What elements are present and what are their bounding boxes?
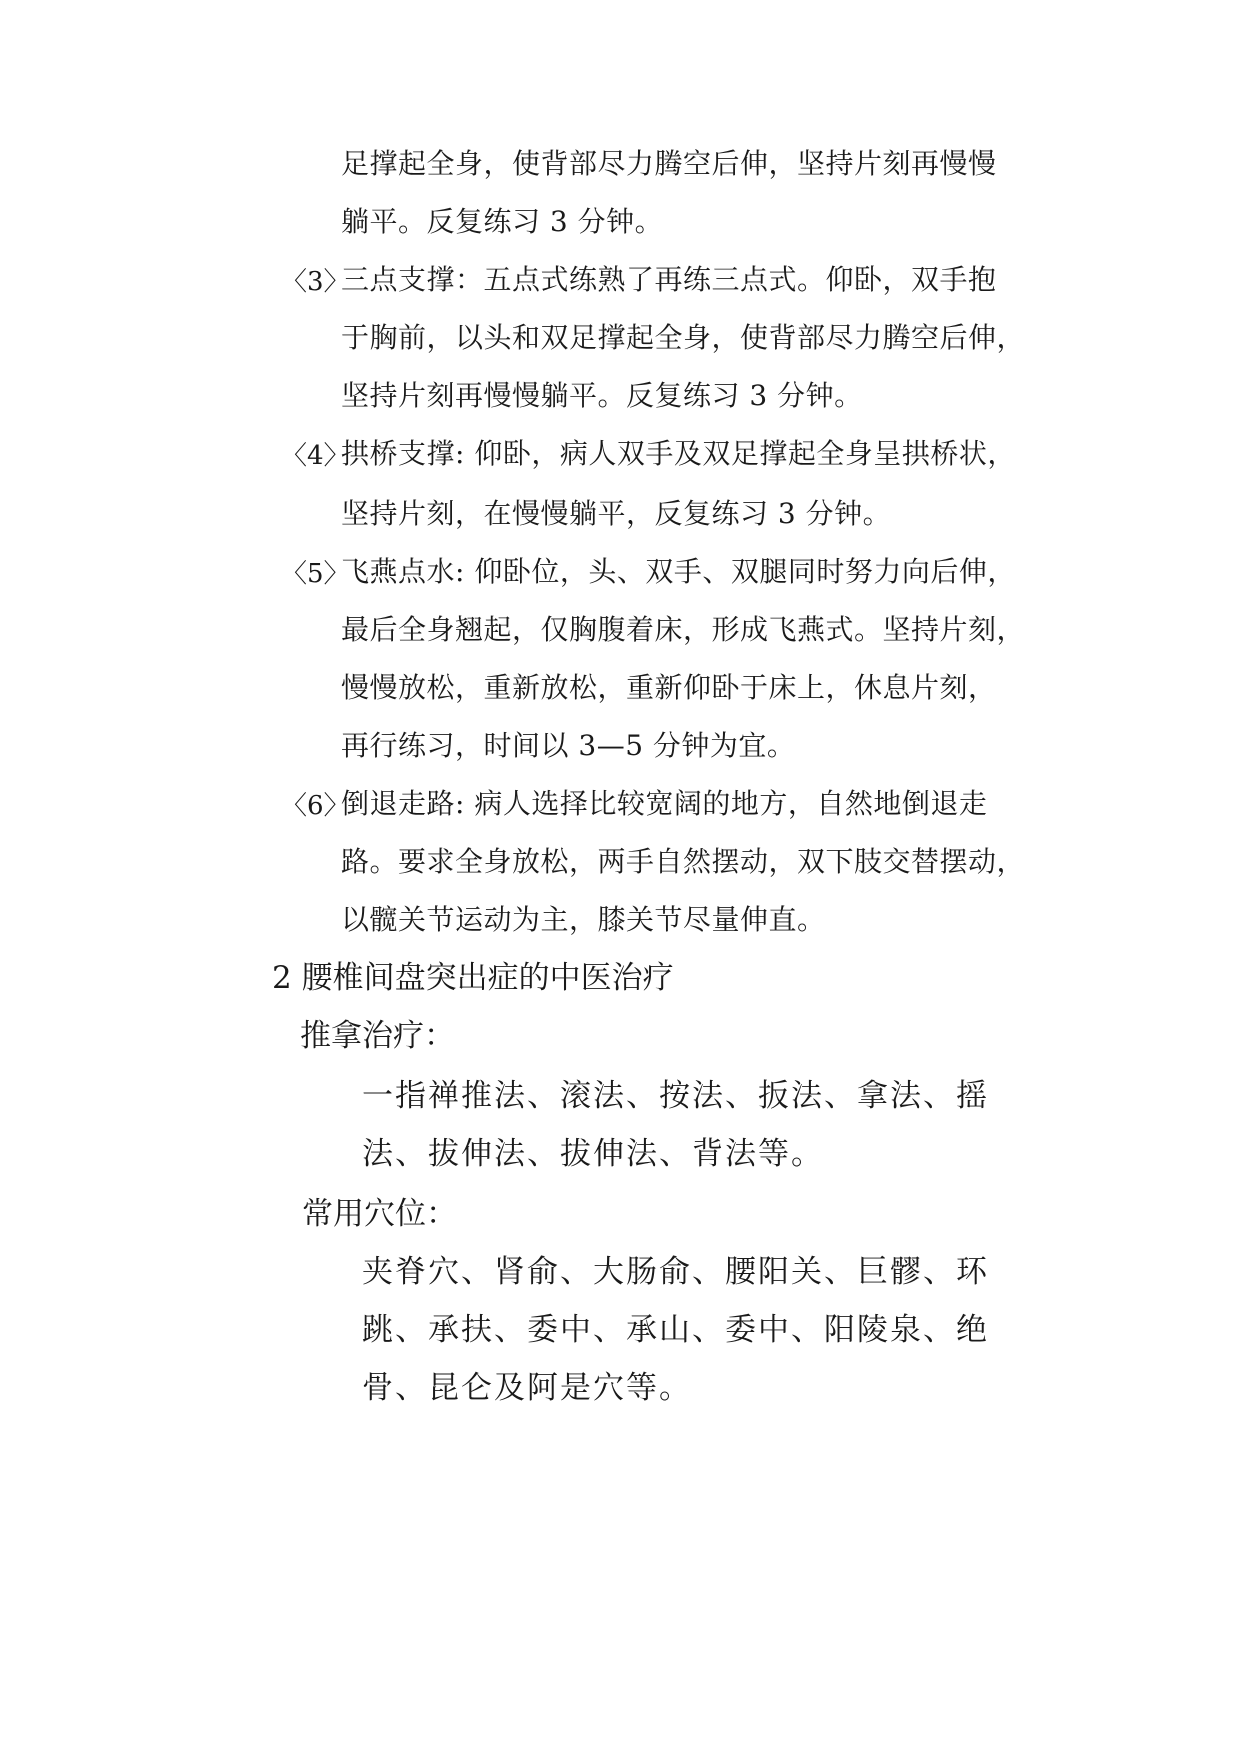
item-5-line-1: 飞燕点水: 仰卧位，头、双手、双腿同时努力向后伸， bbox=[341, 555, 1016, 588]
item-5-line-4: 再行练习，时间以 3—5 分钟为宜。 bbox=[341, 729, 796, 762]
item-4-line-2: 坚持片刻，在慢慢躺平，反复练习 3 分钟。 bbox=[341, 497, 892, 530]
item-3-line-1: 三点支撑：五点式练熟了再练三点式。仰卧，双手抱 bbox=[341, 263, 997, 296]
intro-line-2: 躺平。反复练习 3 分钟。 bbox=[341, 205, 664, 238]
section-heading: 2 腰椎间盘突出症的中医治疗 bbox=[272, 960, 674, 996]
points-line-3: 骨、昆仑及阿是穴等。 bbox=[362, 1370, 692, 1406]
item-number-3: 〈3〉 bbox=[281, 267, 350, 297]
item-3-line-3: 坚持片刻再慢慢躺平。反复练习 3 分钟。 bbox=[341, 379, 863, 412]
item-3-line-2: 于胸前，以头和双足撑起全身，使背部尽力腾空后伸， bbox=[341, 321, 1026, 354]
massage-label: 推拿治疗： bbox=[300, 1018, 455, 1054]
points-line-1: 夹脊穴、肾俞、大肠俞、腰阳关、巨髎、环 bbox=[362, 1254, 989, 1290]
points-line-2: 跳、承扶、委中、承山、委中、阳陵泉、绝 bbox=[362, 1312, 989, 1348]
massage-line-1: 一指禅推法、滚法、按法、扳法、拿法、摇 bbox=[362, 1078, 989, 1114]
massage-line-2: 法、拔伸法、拔伸法、背法等。 bbox=[362, 1136, 824, 1172]
points-label: 常用穴位： bbox=[302, 1196, 457, 1232]
item-6-line-2: 路。要求全身放松，两手自然摆动，双下肢交替摆动， bbox=[341, 845, 1026, 878]
item-5-line-3: 慢慢放松，重新放松，重新仰卧于床上，休息片刻， bbox=[341, 671, 997, 704]
item-number-4: 〈4〉 bbox=[281, 441, 350, 471]
item-5-line-2: 最后全身翘起，仅胸腹着床，形成飞燕式。坚持片刻， bbox=[341, 613, 1026, 646]
item-number-5: 〈5〉 bbox=[281, 559, 350, 589]
intro-line-1: 足撑起全身，使背部尽力腾空后伸，坚持片刻再慢慢 bbox=[341, 147, 997, 180]
item-4-line-1: 拱桥支撑: 仰卧，病人双手及双足撑起全身呈拱桥状， bbox=[341, 437, 1016, 470]
item-6-line-3: 以髋关节运动为主，膝关节尽量伸直。 bbox=[341, 903, 826, 936]
item-6-line-1: 倒退走路: 病人选择比较宽阔的地方，自然地倒退走 bbox=[341, 787, 988, 820]
item-number-6: 〈6〉 bbox=[281, 791, 350, 821]
